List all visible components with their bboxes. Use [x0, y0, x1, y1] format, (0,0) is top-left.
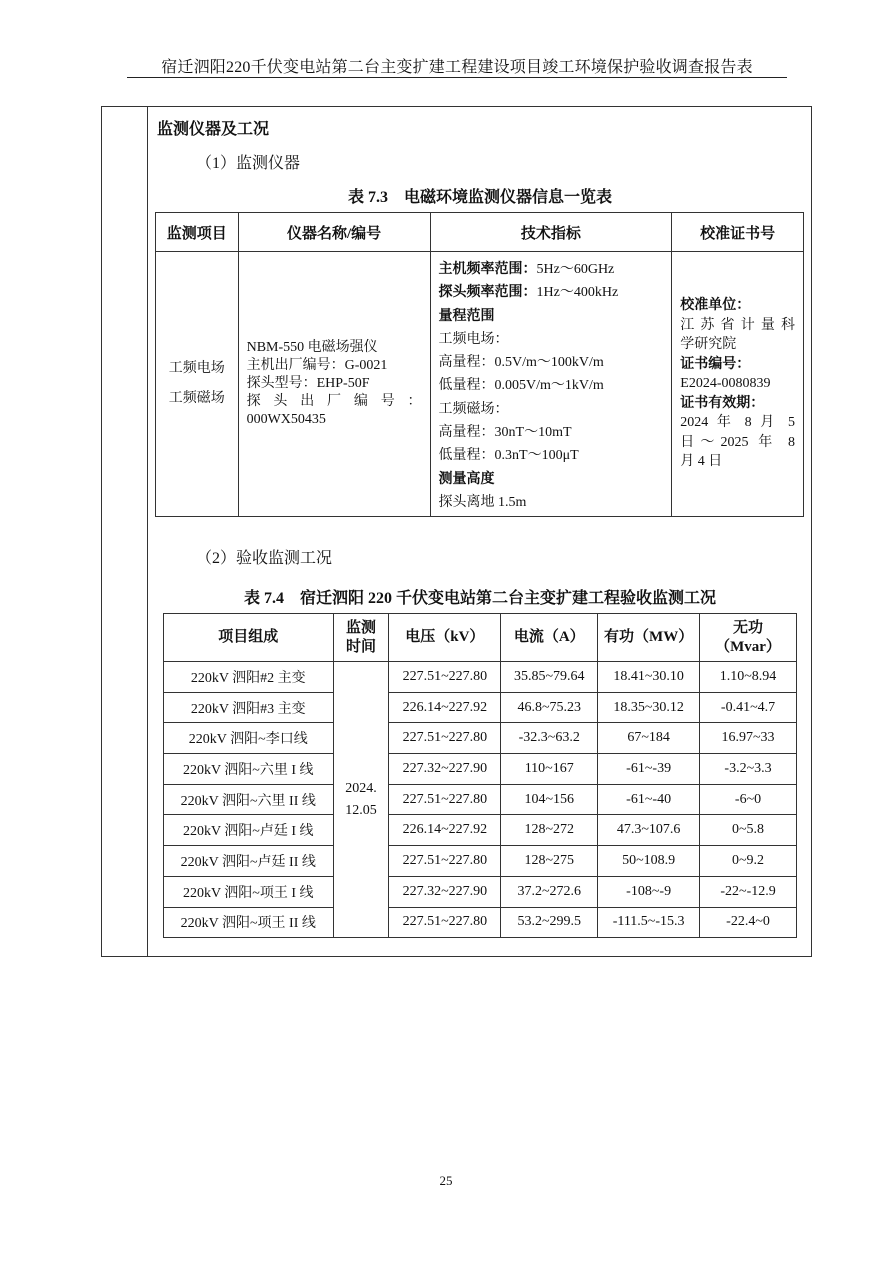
voltage-cell: 227.51~227.80	[389, 907, 501, 938]
current-cell: 128~275	[501, 846, 598, 877]
frame-divider	[147, 107, 148, 956]
item-cell: 220kV 泗阳~六里 II 线	[164, 784, 334, 815]
item-cell: 220kV 泗阳#2 主变	[164, 662, 334, 693]
header-active-power: 有功（MW）	[598, 614, 700, 662]
electric-high-range: 高量程：0.5V/m～100kV/m	[438, 355, 604, 371]
cert-number: E2024-0080839	[680, 376, 771, 392]
table-row	[164, 784, 797, 815]
voltage-cell: 226.14~227.92	[389, 815, 501, 846]
item-cell: 220kV 泗阳#3 主变	[164, 692, 334, 723]
page-header: 宿迁泗阳220千伏变电站第二台主变扩建工程建设项目竣工环境保护验收调查报告表	[161, 59, 753, 76]
table-row	[164, 662, 797, 693]
height-value: 探头离地 1.5m	[438, 494, 527, 510]
table-row	[164, 907, 797, 938]
section-title: 监测仪器及工况	[157, 121, 270, 138]
voltage-cell: 227.51~227.80	[389, 846, 501, 877]
table-header-row	[156, 213, 804, 252]
subsection-conditions: （2）验收监测工况	[196, 550, 333, 567]
probe-serial-label: 探 头 出 厂 编 号 ：	[246, 394, 422, 410]
reactive-power-cell: -3.2~3.3	[700, 754, 797, 785]
cert-validity-line2: 日～2025 年 8	[680, 434, 795, 450]
spec-cell	[430, 252, 672, 517]
header-time: 监测 时间	[333, 614, 389, 662]
voltage-cell: 227.51~227.80	[389, 723, 501, 754]
header-item: 项目组成	[164, 614, 334, 662]
current-cell: 46.8~75.23	[501, 692, 598, 723]
subsection-instruments: （1）监测仪器	[196, 155, 301, 172]
current-cell: 37.2~272.6	[501, 876, 598, 907]
cert-validity-label: 证书有效期：	[680, 395, 765, 411]
active-power-cell: -61~-40	[598, 784, 700, 815]
item-electric: 工频电场	[168, 361, 225, 377]
cert-unit-label: 校准单位：	[680, 298, 751, 314]
active-power-cell: 47.3~107.6	[598, 815, 700, 846]
current-cell: -32.3~63.2	[501, 723, 598, 754]
active-power-cell: 18.35~30.12	[598, 692, 700, 723]
current-cell: 128~272	[501, 815, 598, 846]
current-cell: 104~156	[501, 784, 598, 815]
reactive-power-cell: -0.41~4.7	[700, 692, 797, 723]
active-power-cell: -61~-39	[598, 754, 700, 785]
instrument-table	[155, 212, 804, 517]
monitor-items-cell	[156, 252, 239, 517]
table-7-4-caption: 表 7.4 宿迁泗阳 220 千伏变电站第二台主变扩建工程验收监测工况	[243, 590, 716, 607]
table-row	[164, 846, 797, 877]
voltage-cell: 227.32~227.90	[389, 754, 501, 785]
electric-low-range: 低量程：0.005V/m～1kV/m	[438, 378, 604, 394]
item-cell: 220kV 泗阳~卢廷 I 线	[164, 815, 334, 846]
instrument-serial: 主机出厂编号：G-0021	[246, 358, 388, 374]
active-power-cell: -111.5~-15.3	[598, 907, 700, 938]
table-row	[164, 723, 797, 754]
voltage-cell: 227.51~227.80	[389, 662, 501, 693]
item-cell: 220kV 泗阳~卢廷 II 线	[164, 846, 334, 877]
electric-field-label: 工频电场：	[438, 331, 509, 347]
cert-cell	[672, 252, 804, 517]
header-reactive-power: 无功 （Mvar）	[700, 614, 797, 662]
active-power-cell: 67~184	[598, 723, 700, 754]
current-cell: 53.2~299.5	[501, 907, 598, 938]
table-row	[164, 692, 797, 723]
voltage-cell: 227.32~227.90	[389, 876, 501, 907]
cert-validity-line3: 月 4 日	[680, 454, 723, 470]
magnetic-field-label: 工频磁场：	[438, 401, 509, 417]
height-label: 测量高度	[438, 471, 495, 487]
item-cell: 220kV 泗阳~项王 II 线	[164, 907, 334, 938]
item-magnetic: 工频磁场	[168, 391, 225, 407]
conditions-table	[163, 613, 797, 938]
cert-unit-line1: 江苏省计量科	[680, 317, 795, 333]
cert-unit-line2: 学研究院	[680, 337, 737, 353]
item-cell: 220kV 泗阳~项王 I 线	[164, 876, 334, 907]
cert-number-label: 证书编号：	[680, 356, 751, 372]
header-rule	[127, 77, 787, 78]
reactive-power-cell: 0~5.8	[700, 815, 797, 846]
voltage-cell: 227.51~227.80	[389, 784, 501, 815]
header-current: 电流（A）	[501, 614, 598, 662]
page-number: 25	[439, 1173, 453, 1188]
reactive-power-cell: 0~9.2	[700, 846, 797, 877]
active-power-cell: -108~-9	[598, 876, 700, 907]
host-frequency: 主机频率范围：5Hz～60GHz	[438, 262, 615, 277]
active-power-cell: 18.41~30.10	[598, 662, 700, 693]
magnetic-low-range: 低量程：0.3nT～100μT	[438, 448, 579, 464]
current-cell: 35.85~79.64	[501, 662, 598, 693]
date-cell: 2024. 12.05	[333, 662, 389, 938]
active-power-cell: 50~108.9	[598, 846, 700, 877]
table-row	[164, 815, 797, 846]
header-voltage: 电压（kV）	[389, 614, 501, 662]
header-cell: 技术指标	[430, 213, 672, 252]
current-cell: 110~167	[501, 754, 598, 785]
probe-serial: 000WX50435	[246, 412, 326, 428]
reactive-power-cell: 1.10~8.94	[700, 662, 797, 693]
reactive-power-cell: -6~0	[700, 784, 797, 815]
table-row	[164, 876, 797, 907]
probe-model: 探头型号：EHP-50F	[246, 376, 370, 392]
item-cell: 220kV 泗阳~六里 I 线	[164, 754, 334, 785]
header-cell: 校准证书号	[672, 213, 804, 252]
reactive-power-cell: 16.97~33	[700, 723, 797, 754]
cert-validity-line1: 2024 年 8 月 5	[680, 415, 795, 431]
range-label: 量程范围	[438, 308, 495, 324]
table-header-row	[164, 614, 797, 662]
voltage-cell: 226.14~227.92	[389, 692, 501, 723]
table-7-3-caption: 表 7.3 电磁环境监测仪器信息一览表	[347, 189, 612, 206]
reactive-power-cell: -22.4~0	[700, 907, 797, 938]
instrument-name: NBM-550 电磁场强仪	[246, 340, 378, 356]
probe-frequency: 探头频率范围：1Hz～400kHz	[438, 285, 619, 301]
table-row	[164, 754, 797, 785]
header-cell: 监测项目	[156, 213, 239, 252]
magnetic-high-range: 高量程：30nT～10mT	[438, 425, 572, 441]
reactive-power-cell: -22~-12.9	[700, 876, 797, 907]
header-cell: 仪器名称/编号	[238, 213, 430, 252]
table-row	[156, 252, 804, 517]
instrument-cell	[238, 252, 430, 517]
item-cell: 220kV 泗阳~李口线	[164, 723, 334, 754]
